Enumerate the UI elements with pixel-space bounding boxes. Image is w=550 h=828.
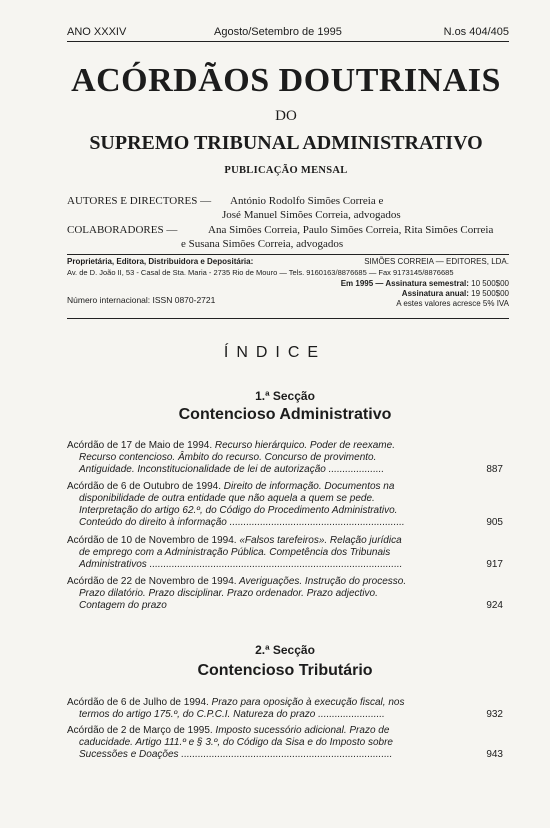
entry-last-line: Conteúdo do direito à informação ............................................................... 905 (79, 517, 503, 528)
publisher-line (67, 257, 509, 266)
index-entry (67, 440, 509, 476)
index-entry (67, 576, 509, 612)
entry-last-line: Antiguidade. Inconstitucionalidade de lei de autorização .................... 887 (79, 464, 503, 475)
authors-label: AUTORES E DIRECTORES — (67, 195, 212, 207)
semester-label: Em 1995 — Assinatura semestral: (340, 279, 469, 288)
entry-last-line (67, 600, 509, 612)
entry-line: de emprego com a Administração Pública. Competência dos Tribunais (79, 547, 391, 558)
entry-last-line: Administrativos ........................................................................................... 917 (79, 559, 503, 570)
journal-subtitle: SUPREMO TRIBUNAL ADMINISTRATIVO (89, 132, 483, 154)
entry-line: disponibilidade de outra entidade que não aquela a quem se pede. (79, 493, 375, 504)
index-entry (67, 725, 509, 761)
entry-line: Acórdão de 17 de Maio de 1994. Recurso hierárquico. Poder de reexame. (67, 440, 395, 451)
issue-year: ANO XXXIV (67, 26, 127, 38)
entry-line: Acórdão de 6 de Outubro de 1994. Direito de informação. Documentos na (67, 481, 395, 492)
entry-page-number: 905 (486, 517, 503, 528)
journal-title-do: DO (275, 108, 297, 124)
issn-number: Número internacional: ISSN 0870-2721 (67, 295, 216, 305)
entry-line-text: termos do artigo 175.º, do C.P.C.I. Natureza do prazo (79, 709, 316, 720)
collaborators-line-2: e Susana Simões Correia, advogados (181, 238, 344, 250)
entry-last-line: Sucessões e Doações ............................................................................ 943 (79, 749, 503, 760)
authors-credit (67, 195, 384, 207)
semester-value: 10 500$00 (471, 279, 509, 288)
index-entry (67, 535, 509, 571)
issue-period: Agosto/Setembro de 1995 (214, 26, 342, 38)
issue-numbers: N.os 404/405 (443, 26, 509, 38)
entry-line: Prazo dilatório. Prazo disciplinar. Prazo ordenador. Prazo adjectivo. (79, 588, 378, 599)
entry-page-number: 943 (486, 749, 503, 760)
entry-line-text: Conteúdo do direito à informação (79, 517, 227, 528)
entry-page-number: 917 (486, 559, 503, 570)
entry-line: Interpretação do artigo 62.º, do Código do Procedimento Administrativo. (79, 505, 398, 516)
section-1-number: 1.ª Secção (255, 389, 315, 403)
entry-line: Acórdão de 10 de Novembro de 1994. «Falsos tarefeiros». Relação jurídica (67, 535, 402, 546)
collaborators-label: COLABORADORES — (67, 224, 178, 236)
entry-line: Recurso contencioso. Âmbito do recurso. Concurso de provimento. (79, 452, 377, 463)
index-entry (67, 481, 509, 529)
issue-bar (67, 26, 509, 40)
annual-label: Assinatura anual: (401, 289, 469, 298)
header-rule (67, 41, 509, 42)
entry-page-number: 924 (486, 600, 503, 611)
section-1-title: Contencioso Administrativo (178, 406, 392, 423)
vat-note: A estes valores acresce 5% IVA (396, 299, 509, 308)
entry-line-text: Administrativos (79, 559, 147, 570)
entry-last-line: termos do artigo 175.º, do C.P.C.I. Natureza do prazo ........................ 932 (79, 709, 503, 720)
collaborators-line-1: Ana Simões Correia, Paulo Simões Correia, Rita Simões Correia (208, 224, 494, 236)
entry-line-text: Antiguidade. Inconstitucionalidade de lei de autorização (79, 464, 326, 475)
authors-line-2: José Manuel Simões Correia, advogados (222, 209, 401, 221)
entry-line: Acórdão de 6 de Julho de 1994. Prazo para oposição à execução fiscal, nos (67, 697, 405, 708)
index-heading: ÍNDICE (223, 344, 327, 361)
entry-line: Acórdão de 2 de Março de 1995. Imposto sucessório adicional. Prazo de (67, 725, 390, 736)
section-2-title: Contencioso Tributário (197, 662, 373, 679)
publication-frequency: PUBLICAÇÃO MENSAL (224, 165, 348, 176)
entry-line: caducidade. Artigo 111.º e § 3.º, do Código da Sisa e do Imposto sobre (79, 737, 393, 748)
section-2-number: 2.ª Secção (255, 643, 315, 657)
publisher-name: SIMÕES CORREIA — EDITORES, LDA. (364, 257, 509, 266)
index-rule (67, 318, 509, 319)
entry-page-number: 932 (486, 709, 503, 720)
entry-page-number: 887 (486, 464, 503, 475)
index-entry (67, 697, 509, 721)
publisher-address: Av. de D. João II, 53 - Casal de Sta. Maria - 2735 Rio de Mouro — Tels. 9160163/8876685 — Fax 9173145/8876685 (67, 268, 454, 277)
publisher-label: Proprietária, Editora, Distribuidora e Depositária: (67, 257, 254, 266)
annual-value: 19 500$00 (471, 289, 509, 298)
entry-line: Acórdão de 22 de Novembro de 1994. Averiguações. Instrução do processo. (67, 576, 407, 587)
collaborators-credit (67, 224, 494, 236)
journal-title: ACÓRDÃOS DOUTRINAIS (71, 62, 501, 99)
entry-line-text: Sucessões e Doações (79, 749, 179, 760)
entry-line-text: Contagem do prazo (79, 600, 167, 611)
subscription-info (341, 279, 509, 309)
authors-line-1: António Rodolfo Simões Correia e (230, 195, 384, 207)
credits-rule (67, 254, 509, 255)
